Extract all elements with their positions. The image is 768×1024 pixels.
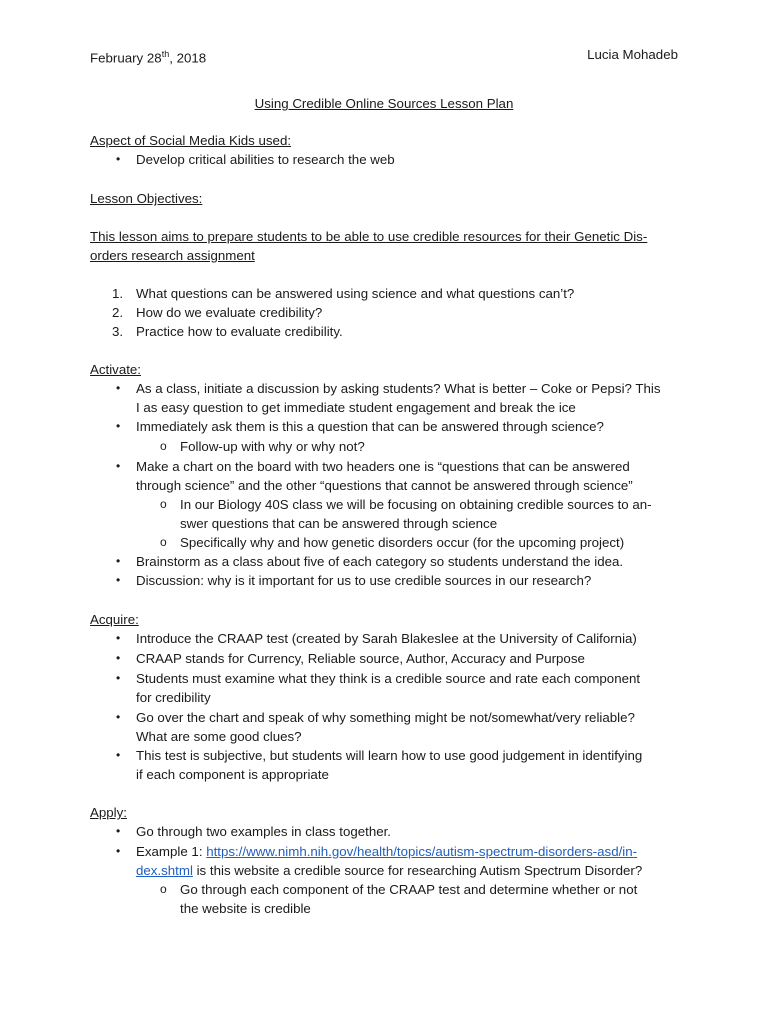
acquire-bullet-4-line-2: What are some good clues?	[136, 729, 302, 744]
apply-bullet-1: Go through two examples in class together.	[136, 824, 391, 839]
bullet-icon: •	[116, 651, 121, 665]
bullet-icon: •	[116, 573, 121, 587]
aspect-heading: Aspect of Social Media Kids used:	[90, 133, 292, 148]
apply-bullet-2-line-1: Example 1: https://www.nimh.nih.gov/health/topics/autism-spectrum-disorders-asd/in-	[136, 844, 638, 859]
objective-item: Practice how to evaluate credibility.	[136, 324, 343, 339]
bullet-icon: •	[116, 748, 121, 762]
apply-bullet-2-sub-line-2: the website is credible	[180, 901, 311, 916]
list-number: 2.	[112, 305, 124, 320]
bullet-icon: •	[116, 459, 121, 473]
objective-item: What questions can be answered using science and what questions can’t?	[136, 286, 575, 301]
objective-item: How do we evaluate credibility?	[136, 305, 323, 320]
bullet-icon: •	[116, 152, 121, 166]
activate-bullet-3-line-1: Make a chart on the board with two headers one is “questions that can be answered	[136, 459, 630, 474]
sub-bullet-icon: o	[160, 497, 167, 511]
apply-bullet-2-line-2: dex.shtml is this website a credible source for researching Autism Spectrum Disorder?	[136, 863, 643, 878]
aspect-bullet: Develop critical abilities to research the web	[136, 152, 395, 167]
nimh-link-cont[interactable]: dex.shtml	[136, 863, 193, 878]
activate-bullet-4: Brainstorm as a class about five of each category so students understand the idea.	[136, 554, 624, 569]
activate-bullet-5: Discussion: why is it important for us to use credible sources in our research?	[136, 573, 592, 588]
sub-bullet-icon: o	[160, 439, 167, 453]
acquire-heading: Acquire:	[90, 612, 139, 627]
sub-bullet-icon: o	[160, 882, 167, 896]
activate-bullet-3-sub-1-line-2: swer questions that can be answered through science	[180, 516, 498, 531]
acquire-bullet-4-line-1: Go over the chart and speak of why something might be not/somewhat/very reliable?	[136, 710, 635, 725]
acquire-bullet-3-line-2: for credibility	[136, 690, 211, 705]
sub-bullet-icon: o	[160, 535, 167, 549]
bullet-icon: •	[116, 381, 121, 395]
activate-bullet-2-sub: Follow-up with why or why not?	[180, 439, 365, 454]
bullet-icon: •	[116, 844, 121, 858]
date: February 28th, 2018	[90, 49, 207, 66]
author-name: Lucia Mohadeb	[587, 47, 678, 62]
apply-heading: Apply:	[90, 805, 127, 820]
activate-bullet-3-line-2: through science” and the other “questions that cannot be answered through science”	[136, 478, 633, 493]
activate-bullet-3-sub-1-line-1: In our Biology 40S class we will be focusing on obtaining credible sources to an-	[180, 497, 652, 512]
activate-bullet-1-line-1: As a class, initiate a discussion by asking students? What is better – Coke or Pepsi? This	[136, 381, 661, 396]
objectives-heading: Lesson Objectives:	[90, 191, 203, 206]
activate-bullet-1-line-2: I as easy question to get immediate student engagement and break the ice	[136, 400, 576, 415]
aim-line-2: orders research assignment	[90, 248, 255, 263]
page-title: Using Credible Online Sources Lesson Plan	[254, 96, 514, 111]
bullet-icon: •	[116, 671, 121, 685]
acquire-bullet-5-line-1: This test is subjective, but students will learn how to use good judgement in identifying	[136, 748, 643, 763]
nimh-link[interactable]: https://www.nimh.nih.gov/health/topics/autism-spectrum-disorders-asd/in-	[206, 844, 638, 859]
aim-line-1: This lesson aims to prepare students to be able to use credible resources for their Genetic Dis-	[90, 229, 648, 244]
activate-bullet-2: Immediately ask them is this a question that can be answered through science?	[136, 419, 604, 434]
acquire-bullet-2: CRAAP stands for Currency, Reliable source, Author, Accuracy and Purpose	[136, 651, 585, 666]
bullet-icon: •	[116, 419, 121, 433]
bullet-icon: •	[116, 554, 121, 568]
acquire-bullet-1: Introduce the CRAAP test (created by Sarah Blakeslee at the University of California)	[136, 631, 637, 646]
list-number: 1.	[112, 286, 124, 301]
bullet-icon: •	[116, 710, 121, 724]
acquire-bullet-5-line-2: if each component is appropriate	[136, 767, 329, 782]
activate-heading: Activate:	[90, 362, 141, 377]
list-number: 3.	[112, 324, 124, 339]
bullet-icon: •	[116, 824, 121, 838]
bullet-icon: •	[116, 631, 121, 645]
apply-bullet-2-sub-line-1: Go through each component of the CRAAP test and determine whether or not	[180, 882, 638, 897]
acquire-bullet-3-line-1: Students must examine what they think is a credible source and rate each component	[136, 671, 641, 686]
activate-bullet-3-sub-2: Specifically why and how genetic disorders occur (for the upcoming project)	[180, 535, 625, 550]
